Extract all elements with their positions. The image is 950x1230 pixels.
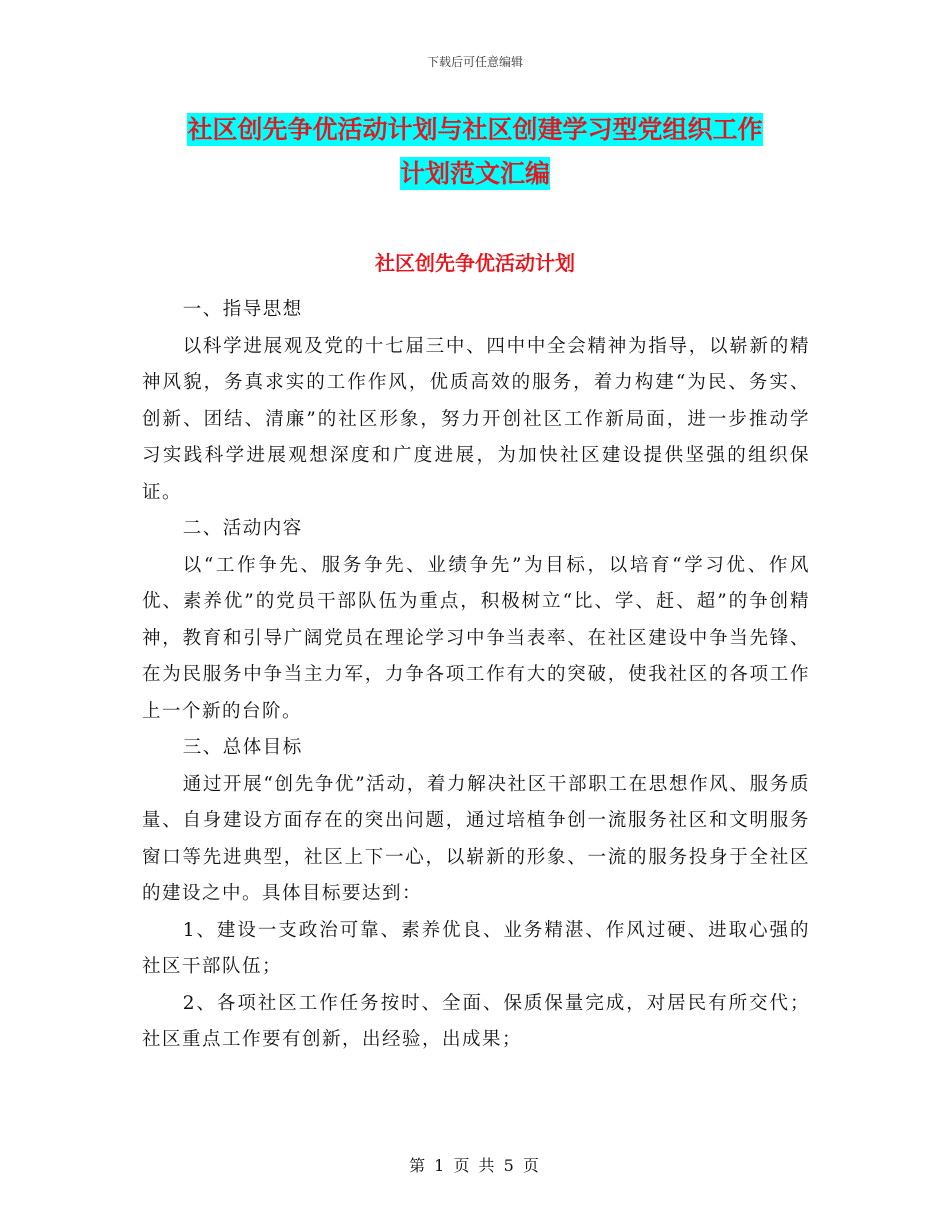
title-highlight-1: 社区创先争优活动计划与社区创建学习型党组织工作 — [187, 115, 763, 144]
paragraph-guiding-ideology: 以科学进展观及党的十七届三中、四中中全会精神为指导，以崭新的精神风貌，务真求实的工作作风，优质高效的服务，着力构建“为民、务实、创新、团结、清廉”的社区形象，努力开创社区工作新局面，进一步推动学习实践科学进展观想深度和广度进展，为加快社区建设提供坚强的组织保证。 — [142, 335, 810, 503]
list-item-goal-1: 1、建设一支政治可靠、素养优良、业务精湛、作风过硬、进取心强的社区干部队伍； — [142, 919, 810, 977]
page-number-footer: 第 1 页 共 5 页 — [409, 1156, 541, 1175]
heading-activity-content: 二、活动内容 — [182, 518, 303, 539]
list-item-goal-2: 2、各项社区工作任务按时、全面、保质保量完成，对居民有所交代；社区重点工作要有创新，出经验，出成果； — [142, 992, 810, 1050]
paragraph-activity-content: 以“工作争先、服务争先、业绩争先”为目标，以培育“学习优、作风优、素养优”的党员干部队伍为重点，积极树立“比、学、赶、超”的争创精神，教育和引导广阔党员在理论学习中争当表率、在社区建设中争当先锋、在为民服务中争当主力军，力争各项工作有大的突破，使我社区的各项工作上一个新的台阶。 — [142, 554, 810, 722]
document-title-line-1 — [0, 110, 950, 150]
heading-overall-goals: 三、总体目标 — [182, 737, 303, 758]
section-title: 社区创先争优活动计划 — [375, 251, 575, 275]
document-title-line-2 — [0, 154, 950, 194]
title-highlight-2: 计划范文汇编 — [399, 159, 550, 188]
paragraph-overall-goals: 通过开展“创先争优”活动，着力解决社区干部职工在思想作风、服务质量、自身建设方面存在的突出问题，通过培植争创一流服务社区和文明服务窗口等先进典型，社区上下一心，以崭新的形象、一流的服务投身于全社区的建设之中。具体目标要达到： — [142, 773, 810, 904]
header-note: 下载后可任意编辑 — [426, 55, 523, 69]
document-body — [142, 292, 810, 1059]
heading-guiding-ideology: 一、指导思想 — [182, 299, 303, 320]
